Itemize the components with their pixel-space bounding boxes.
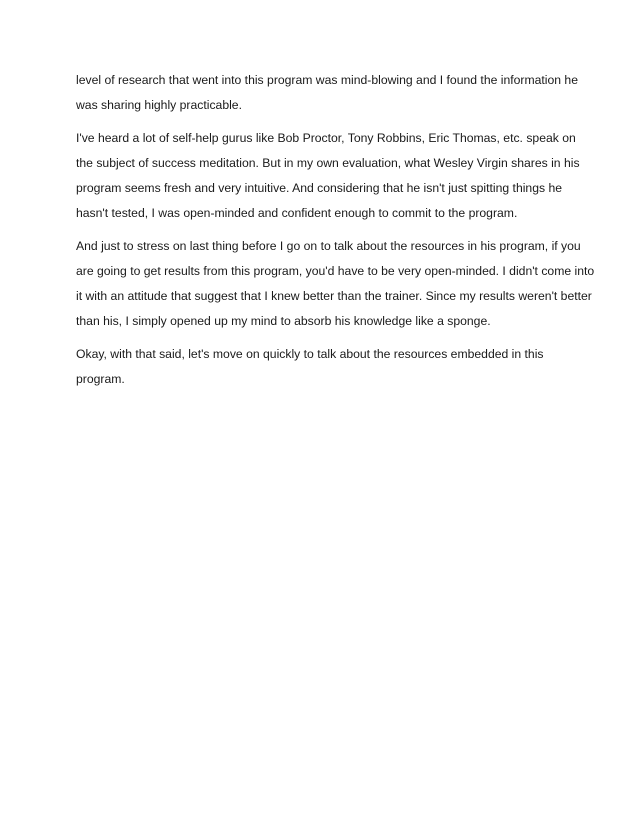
text-line: was sharing highly practicable.	[76, 98, 242, 112]
paragraph-4	[76, 342, 576, 392]
text-line: hasn't tested, I was open-minded and confident enough to commit to the program.	[76, 206, 518, 220]
text-line: it with an attitude that suggest that I knew better than the trainer. Since my results weren't better	[76, 289, 592, 303]
text-line: program seems fresh and very intuitive. And considering that he isn't just spitting things he	[76, 181, 563, 195]
text-line: level of research that went into this program was mind-blowing and I found the information he	[76, 73, 578, 87]
document-body	[76, 68, 595, 400]
text-line: program.	[76, 372, 125, 386]
text-line: I've heard a lot of self-help gurus like Bob Proctor, Tony Robbins, Eric Thomas, etc. speak on	[76, 131, 576, 145]
text-line: the subject of success meditation. But in my own evaluation, what Wesley Virgin shares in his	[76, 156, 580, 170]
paragraph-3	[76, 234, 595, 334]
text-line: than his, I simply opened up my mind to absorb his knowledge like a sponge.	[76, 314, 491, 328]
text-line: And just to stress on last thing before I go on to talk about the resources in his program, if you	[76, 239, 581, 253]
paragraph-2	[76, 126, 580, 226]
paragraph-1	[76, 68, 576, 118]
text-line: Okay, with that said, let's move on quickly to talk about the resources embedded in this	[76, 347, 544, 361]
text-line: are going to get results from this program, you'd have to be very open-minded. I didn't come into	[76, 264, 595, 278]
